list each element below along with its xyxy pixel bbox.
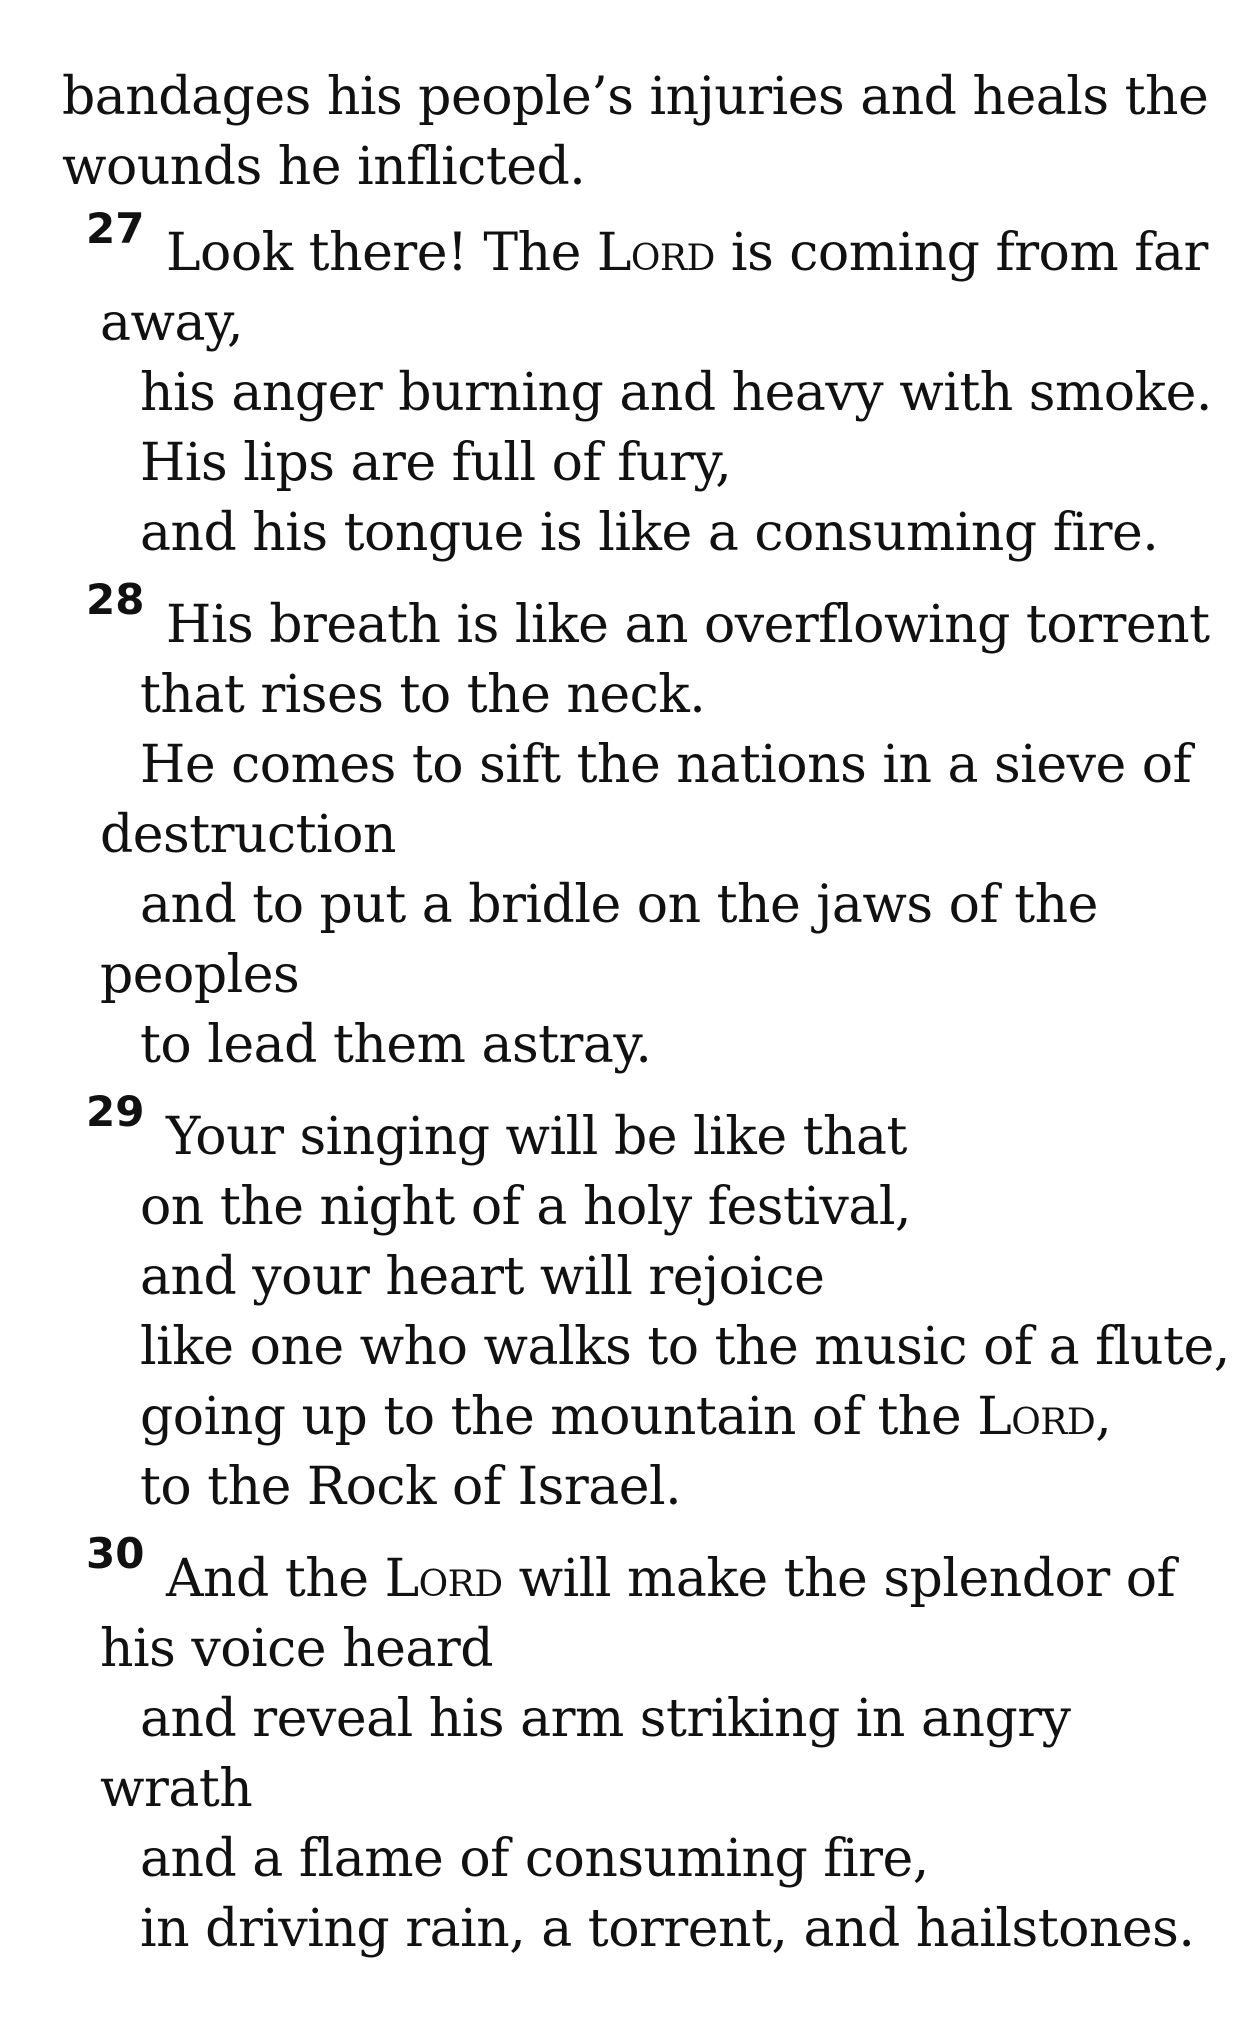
text-segment: , [1095,1387,1112,1447]
text-line: to lead them astray. [140,1015,652,1075]
verse-first-line [166,1544,1175,1614]
verse-number: 30 [86,1529,145,1578]
text-line: that rises to the neck. [140,665,706,725]
text-line: and a flame of consuming fire, [140,1829,929,1889]
text-line: in driving rain, a torrent, and hailstones. [140,1899,1195,1959]
verse-number: 28 [86,575,145,624]
divine-name: Lord [596,223,715,283]
divine-name: Lord [977,1387,1096,1447]
text-line: his anger burning and heavy with smoke. [140,363,1212,423]
text-line: and your heart will rejoice [140,1247,825,1307]
text-segment: And the [166,1549,385,1609]
text-segment: is coming from far [714,223,1208,283]
text-line: on the night of a holy festival, [140,1177,912,1237]
text-line: peoples [100,945,300,1005]
text-line: to the Rock of Israel. [140,1457,682,1517]
verse-number: 29 [86,1087,145,1136]
text-segment: Look there! The [166,223,597,283]
text-line: like one who walks to the music of a flute, [140,1317,1230,1377]
text-line: and his tongue is like a consuming fire. [140,503,1159,563]
text-line: His lips are full of fury, [140,433,732,493]
text-line: destruction [100,805,396,865]
verse-first-line: Your singing will be like that [166,1107,907,1167]
text-segment: going up to the mountain of the [140,1387,978,1447]
verse-number: 27 [86,204,145,253]
verse-first-line: His breath is like an overflowing torrent [166,595,1210,655]
text-line: He comes to sift the nations in a sieve of [140,735,1192,795]
verse-first-line [166,218,1208,288]
text-line: and reveal his arm striking in angry [140,1689,1071,1749]
text-line: and to put a bridle on the jaws of the [140,875,1098,935]
text-line: away, [100,293,244,353]
text-line [140,1382,1111,1452]
text-line: his voice heard [100,1619,493,1679]
text-line: wrath [100,1759,253,1819]
text-segment: will make the splendor of [502,1549,1176,1609]
text-line: bandages his people’s injuries and heals the [62,67,1209,127]
divine-name: Lord [384,1549,503,1609]
text-line: wounds he inflicted. [62,137,586,197]
